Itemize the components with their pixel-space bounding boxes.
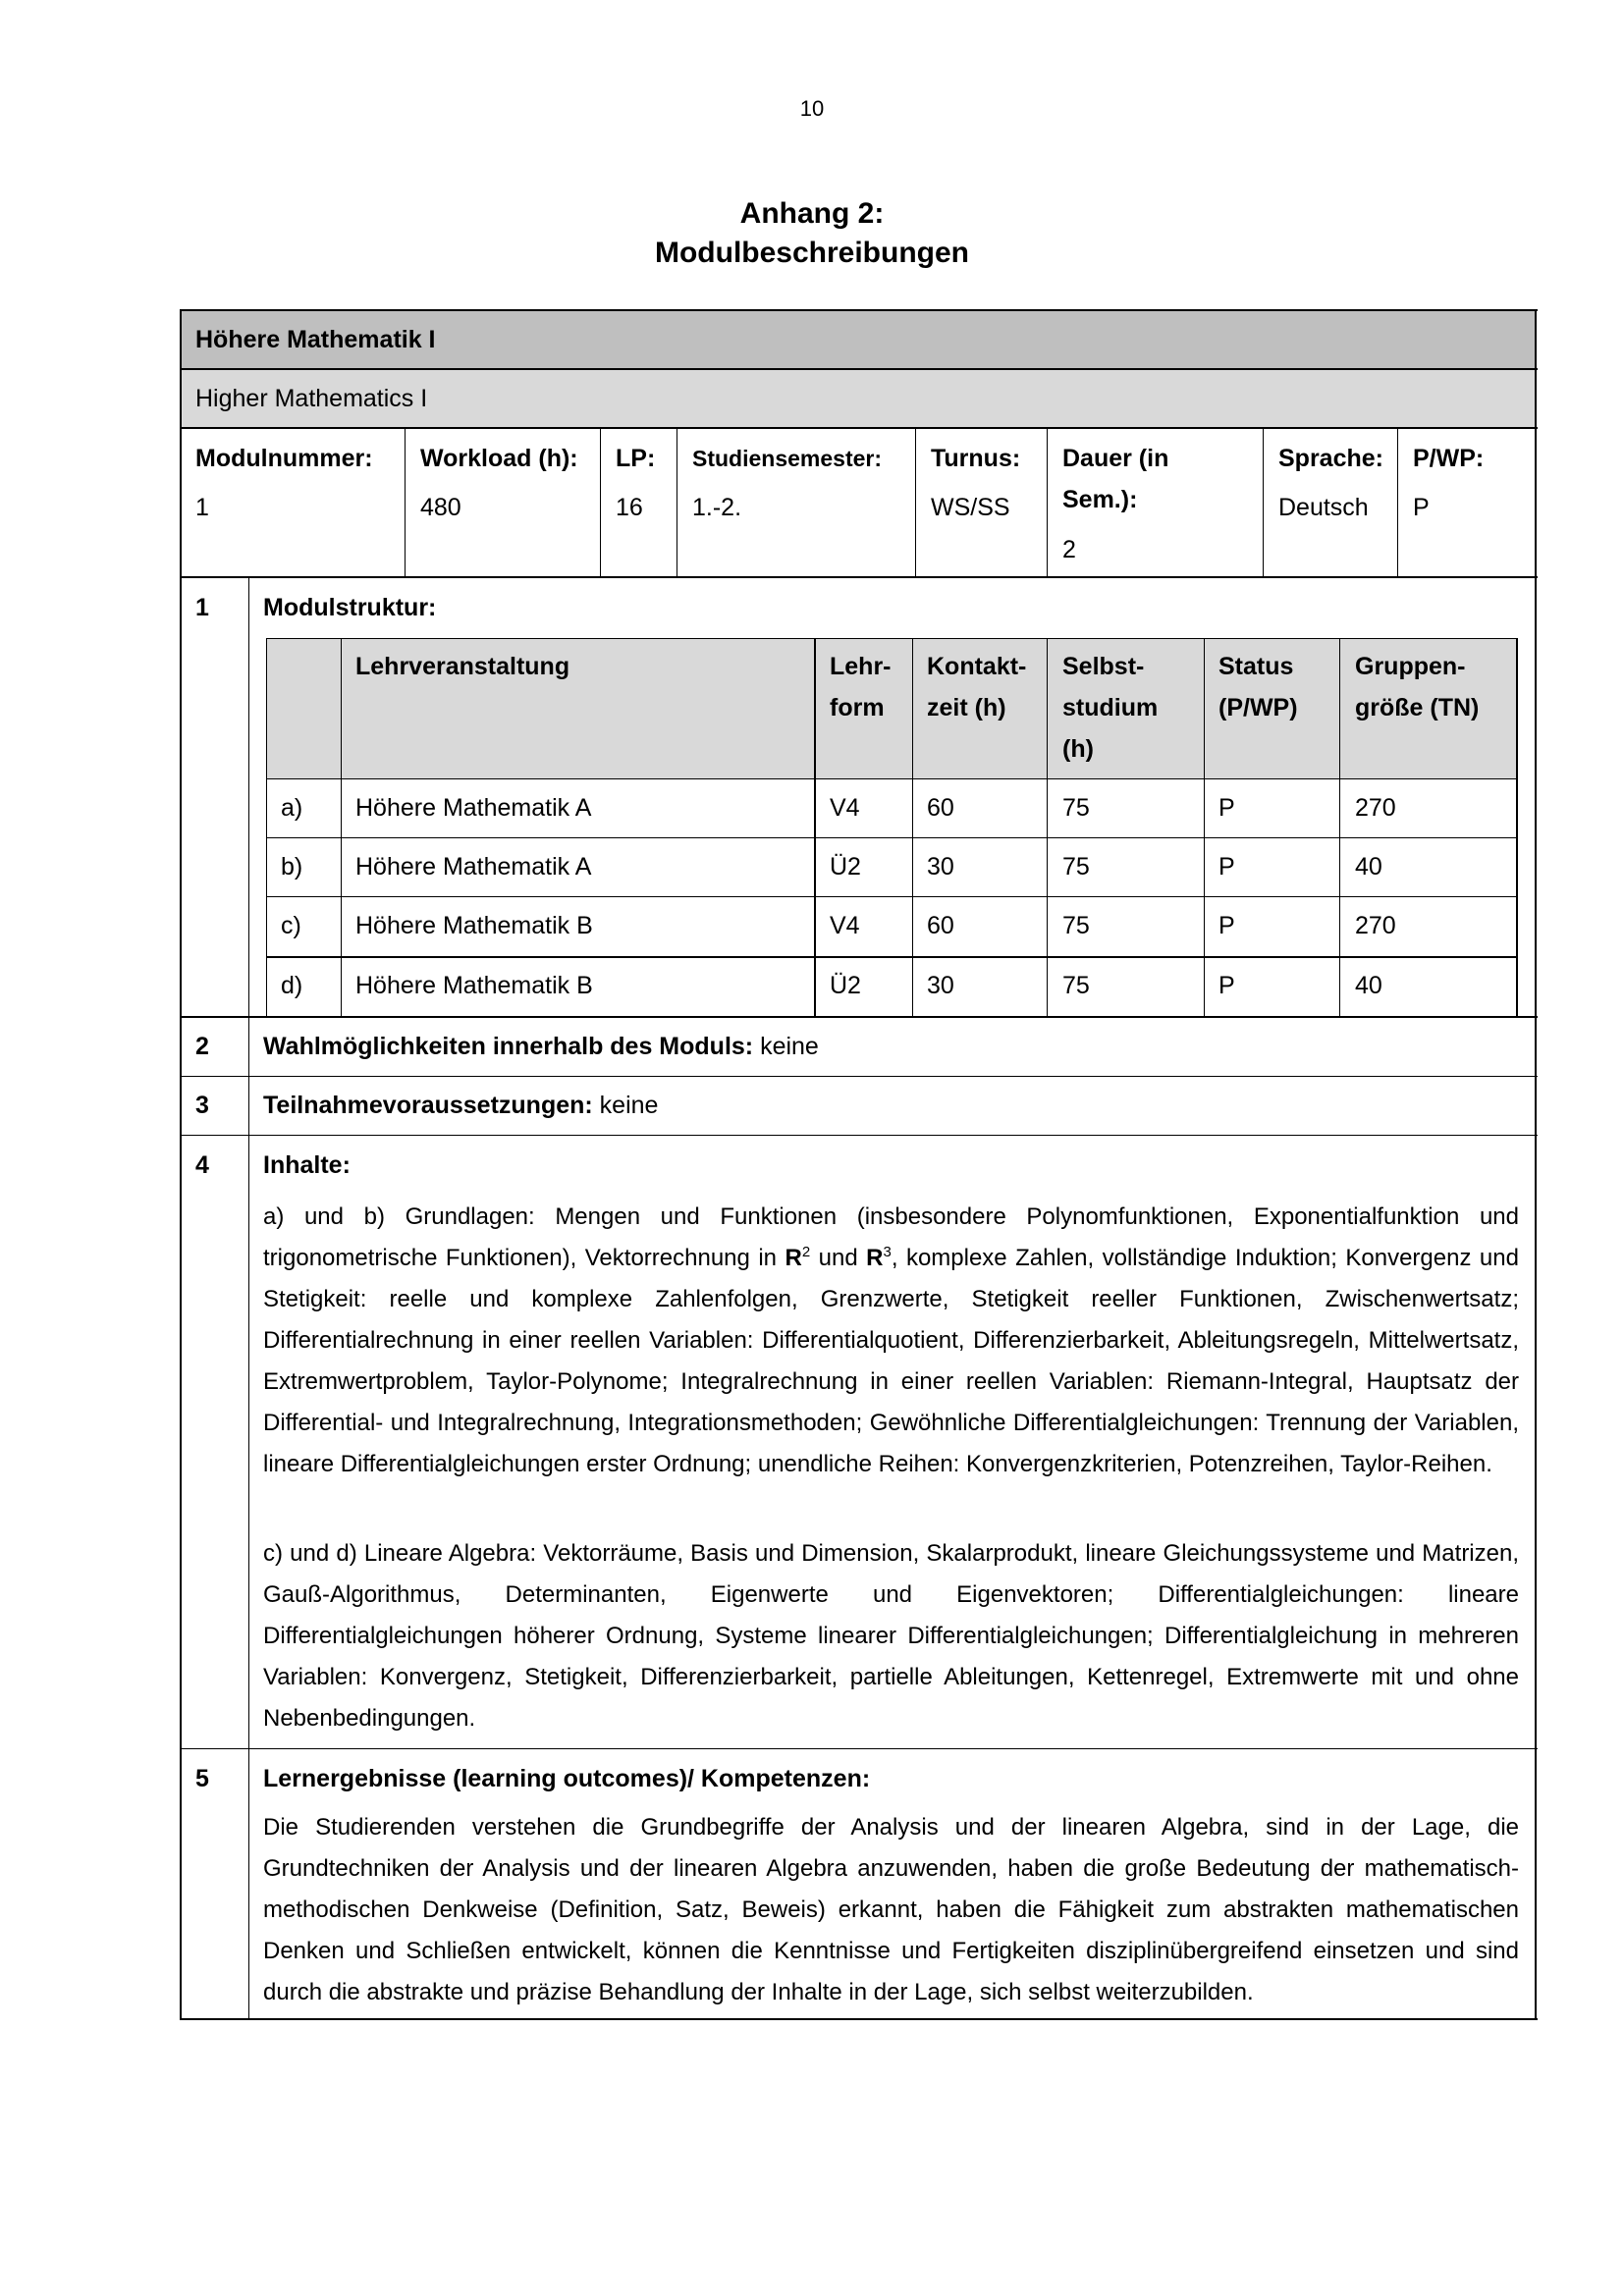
meta-label-sprache: Sprache: xyxy=(1278,445,1383,472)
section-number: 3 xyxy=(195,1092,209,1119)
selbststudium: 75 xyxy=(1062,912,1090,939)
selbststudium: 75 xyxy=(1062,794,1090,822)
kontaktzeit: 60 xyxy=(927,794,954,822)
border xyxy=(266,837,1518,838)
module-title-en: Higher Mathematics I xyxy=(195,385,428,412)
border xyxy=(180,1016,1538,1018)
header-status: Status xyxy=(1218,653,1294,680)
border xyxy=(180,368,1538,370)
meta-value-lp: 16 xyxy=(616,494,643,521)
title-line-2: Modulbeschreibungen xyxy=(654,237,969,269)
row-label: b) xyxy=(281,853,303,881)
page-title xyxy=(0,194,1624,273)
border xyxy=(915,428,916,577)
status: P xyxy=(1218,853,1235,881)
row-label: a) xyxy=(281,794,303,822)
section-label: Teilnahmevoraussetzungen: xyxy=(263,1092,593,1119)
border xyxy=(180,1076,1538,1077)
superscript: 3 xyxy=(883,1244,892,1260)
border xyxy=(180,2018,1538,2020)
border xyxy=(180,427,1538,429)
kontaktzeit: 30 xyxy=(927,972,954,999)
course-name: Höhere Mathematik A xyxy=(355,853,592,881)
border xyxy=(266,956,1518,958)
header-selbststudium-3: (h) xyxy=(1062,735,1094,763)
border xyxy=(266,638,267,1017)
border xyxy=(1047,638,1048,1017)
header-kontaktzeit-2: zeit (h) xyxy=(927,694,1006,721)
border xyxy=(180,1135,1538,1136)
meta-label-studiensemester: Studiensemester: xyxy=(692,446,883,471)
border xyxy=(266,896,1518,897)
section-value: keine xyxy=(753,1033,819,1060)
section-number: 2 xyxy=(195,1033,209,1060)
gruppengroesse: 40 xyxy=(1355,853,1382,881)
meta-label-dauer: Dauer (in xyxy=(1062,445,1169,472)
border xyxy=(266,778,1518,779)
border xyxy=(1204,638,1205,1017)
meta-value-modulnummer: 1 xyxy=(195,494,209,521)
border xyxy=(1535,309,1537,2020)
status: P xyxy=(1218,794,1235,822)
border xyxy=(248,577,249,2019)
border xyxy=(341,638,342,1017)
status: P xyxy=(1218,972,1235,999)
header-selbststudium: Selbst- xyxy=(1062,653,1145,680)
border xyxy=(1397,428,1398,577)
border xyxy=(405,428,406,577)
section-line xyxy=(263,1085,658,1126)
meta-label-workload: Workload (h): xyxy=(420,445,578,472)
section-label: Wahlmöglichkeiten innerhalb des Moduls: xyxy=(263,1033,754,1060)
section-line xyxy=(263,1026,819,1067)
text-run: , komplexe Zahlen, vollständige Induktion; Konvergenz und Stetigkeit: reelle und komplexe Zahlenfolgen, Grenzwerte, Stetigkeit reeller Funktionen, Zwischenwertsatz; Differentialrechnung in einer reellen Variablen: Differentialquotient, Differenzierbarkeit, Ableitungsregeln, Mittelwertsatz, Extremwertproblem, Taylor-Polynome; Integralrechnung in einer reellen Variablen: Riemann-Integral, Hauptsatz der Differential- und Integralrechnung, Integrationsmethoden; Gewöhnliche Differentialgleichungen: Trennung der Variablen, lineare Differentialgleichungen erster Ordnung; unendliche Reihen: Konvergenzkriterien, Potenzreihen, Taylor-Reihen. xyxy=(263,1245,1519,1477)
course-name: Höhere Mathematik B xyxy=(355,972,593,999)
lehrform: V4 xyxy=(830,794,860,822)
text-run: und xyxy=(810,1245,867,1271)
selbststudium: 75 xyxy=(1062,853,1090,881)
header-kontaktzeit: Kontakt- xyxy=(927,653,1027,680)
meta-label-pwp: P/WP: xyxy=(1413,445,1485,472)
border xyxy=(1047,428,1048,577)
meta-value-workload: 480 xyxy=(420,494,461,521)
meta-value-pwp: P xyxy=(1413,494,1430,521)
meta-label-turnus: Turnus: xyxy=(931,445,1021,472)
header-lehrform: Lehr- xyxy=(830,653,892,680)
header-selbststudium-2: studium xyxy=(1062,694,1159,721)
section-number: 4 xyxy=(195,1151,209,1179)
header-gruppengroesse-2: größe (TN) xyxy=(1355,694,1480,721)
border xyxy=(912,638,913,1017)
border xyxy=(180,309,1538,311)
status: P xyxy=(1218,912,1235,939)
lehrform: Ü2 xyxy=(830,972,861,999)
meta-label-modulnummer: Modulnummer: xyxy=(195,445,373,472)
course-name: Höhere Mathematik B xyxy=(355,912,593,939)
border xyxy=(266,638,1518,639)
meta-value-studiensemester: 1.-2. xyxy=(692,494,742,521)
r-symbol: R xyxy=(866,1245,884,1271)
header-lehrform-2: form xyxy=(830,694,885,721)
section-number: 1 xyxy=(195,594,209,621)
lehrform: V4 xyxy=(830,912,860,939)
border xyxy=(180,1748,1538,1749)
section-number: 5 xyxy=(195,1765,209,1792)
border xyxy=(1339,638,1340,1017)
header-status-2: (P/WP) xyxy=(1218,694,1298,721)
superscript: 2 xyxy=(801,1244,811,1260)
gruppengroesse: 40 xyxy=(1355,972,1382,999)
meta-value-sprache: Deutsch xyxy=(1278,494,1369,521)
meta-value-dauer: 2 xyxy=(1062,536,1076,563)
gruppengroesse: 270 xyxy=(1355,794,1396,822)
meta-label-dauer-2: Sem.): xyxy=(1062,486,1138,513)
header-lehrveranstaltung: Lehrveranstaltung xyxy=(355,653,570,680)
border xyxy=(600,428,601,577)
row-label: c) xyxy=(281,912,301,939)
border xyxy=(180,576,1538,578)
course-name: Höhere Mathematik A xyxy=(355,794,592,822)
border xyxy=(180,309,182,2020)
section-value: keine xyxy=(592,1092,659,1119)
border xyxy=(1516,638,1518,1017)
kontaktzeit: 60 xyxy=(927,912,954,939)
title-line-1: Anhang 2: xyxy=(739,197,885,230)
header-gruppengroesse: Gruppen- xyxy=(1355,653,1466,680)
section-heading: Lernergebnisse (learning outcomes)/ Kompetenzen: xyxy=(263,1765,871,1792)
selbststudium: 75 xyxy=(1062,972,1090,999)
lernergebnisse-paragraph: Die Studierenden verstehen die Grundbegriffe der Analysis und der linearen Algebra, sind in der Lage, die Grundtechniken der Analysis und der linearen Algebra anzuwenden, haben die große Bedeutung der mathematisch-methodischen Denkweise (Definition, Satz, Beweis) erkannt, haben die Fähigkeit zum abstrakten mathematischen Denken und Schließen entwickelt, können die Kenntnisse und Fertigkeiten disziplinübergreifend einsetzen und sind durch die abstrakte und präzise Behandlung der Inhalte in der Lage, sich selbst weiterzubilden. xyxy=(263,1814,1519,2005)
module-title-de: Höhere Mathematik I xyxy=(195,326,436,353)
row-label: d) xyxy=(281,972,303,999)
inhalte-paragraph-2: c) und d) Lineare Algebra: Vektorräume, Basis und Dimension, Skalarprodukt, lineare Gleichungssysteme und Matrizen, Gauß-Algorithmus, Determinanten, Eigenwerte und Eigenvektoren; Differentialgleichungen: lineare Differentialgleichungen höherer Ordnung, Systeme linearer Differentialgleichungen; Differentialgleichung in mehreren Variablen: Konvergenz, Stetigkeit, Differenzierbarkeit, partielle Ableitungen, Kettenregel, Extremwerte mit und ohne Nebenbedingungen. xyxy=(263,1540,1519,1732)
kontaktzeit: 30 xyxy=(927,853,954,881)
page-number: 10 xyxy=(799,96,825,121)
r-symbol: R xyxy=(785,1245,802,1271)
gruppengroesse: 270 xyxy=(1355,912,1396,939)
meta-label-lp: LP: xyxy=(616,445,656,472)
meta-value-turnus: WS/SS xyxy=(931,494,1010,521)
lehrform: Ü2 xyxy=(830,853,861,881)
border xyxy=(814,638,816,1017)
inhalte-paragraph-1 xyxy=(263,1197,1519,1485)
border xyxy=(1263,428,1264,577)
section-heading: Inhalte: xyxy=(263,1151,351,1179)
text-run: a) und b) Grundlagen: Mengen und Funktionen (insbesondere Polynomfunktionen, Exponentialfunktion und trigonometrische Funktionen), Vektorrechnung in xyxy=(263,1203,1519,1271)
section-heading: Modulstruktur: xyxy=(263,594,437,621)
